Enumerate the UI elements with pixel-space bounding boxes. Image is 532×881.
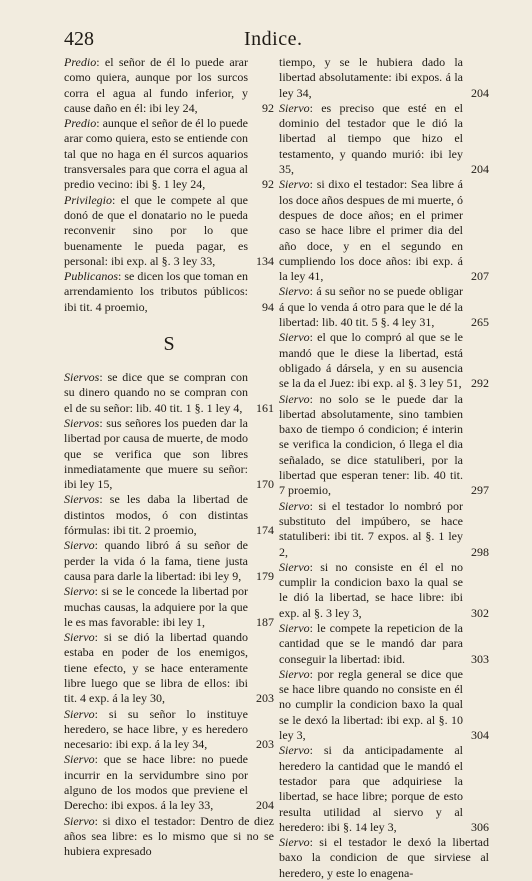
index-entry — [279, 743, 489, 835]
entry-term: Siervos — [64, 415, 100, 430]
entry-page-number: 134 — [256, 253, 274, 268]
entry-text: : si su señor lo instituye heredero, se hace libre, y es heredero necesario: ibi exp. á la ley 34, — [64, 706, 248, 752]
entry-term: Siervo — [279, 177, 310, 192]
entry-text: : si dixo el testador: Sea libre á los doce años despues de mi muerte, ó despues de doce años; en el primer caso se hace libre el primer dia del año doce, y en el segundo en cumpliendo los doce años: ibi exp. á la ley 41, — [279, 177, 463, 284]
entry-page-number: 265 — [471, 315, 489, 330]
index-entry — [64, 55, 274, 116]
index-entry — [279, 330, 489, 391]
entry-term: Siervo — [279, 330, 310, 345]
entry-text: : si se dió la libertad quando estaba en poder de los enemigos, tiene efecto, y se hace enteramente libre luego que se libra de ellos: ibi tit. 4 exp. á la ley 30, — [64, 630, 248, 706]
index-entry — [64, 193, 274, 269]
entry-page-number: 207 — [471, 269, 489, 284]
index-entries-s-continued — [279, 55, 489, 881]
entry-text: : si no consiste en él el no cumplir la condicion baxo la qual se le dió la libertad, se hace libre: ibi exp. al §. 3 ley 3, — [279, 559, 463, 620]
entry-term: Siervo — [279, 666, 310, 681]
index-entry — [64, 416, 274, 492]
entry-text: : quando libró á su señor de perder la vida ó la fama, tiene justa causa para darle la libertad: ibi ley 9, — [64, 538, 248, 583]
entry-text: : por regla general se dice que se hace libre quando no consiste en él no cumplir la condicion baxo la qual se le dexó la libertad: ibi exp. al §. 10 ley 3, — [279, 666, 463, 743]
index-entry — [64, 116, 274, 192]
entry-page-number: 92 — [262, 177, 274, 192]
entry-term: Siervo — [64, 630, 95, 645]
index-entries-p — [64, 55, 274, 315]
entry-term: Siervo — [279, 559, 310, 574]
entry-page-number: 306 — [471, 819, 489, 834]
entry-page-number: 161 — [256, 400, 274, 415]
entry-page-number: 204 — [256, 798, 274, 813]
entry-text: : si se le concede la libertad por muchas causas, la adquiere por la que le es mas favorable: ibi ley 1, — [64, 584, 248, 629]
entry-term: Siervo — [279, 743, 310, 758]
entry-page-number: 203 — [256, 691, 274, 706]
index-entry — [279, 55, 489, 101]
entry-term: Siervo — [279, 835, 310, 850]
index-entry — [279, 667, 489, 743]
entry-term: Siervo — [279, 498, 310, 513]
entry-page-number: 302 — [471, 605, 489, 620]
entry-page-number: 204 — [471, 85, 489, 100]
entry-page-number: 170 — [256, 477, 274, 492]
entry-text: : no solo se le puede dar la libertad absolutamente, sino tambien baxo de tiempo ó condicion; é interin se verifica la condicion, ó llega el dia señalado, se dice statuliberi, por la libertad que esperan tener: lib. 40 tit. 7 proemio, — [279, 391, 463, 498]
entry-text: : si dixo el testador: Dentro de diez años sea libre: es lo mismo que si no se hubiera expresado — [64, 813, 274, 859]
index-entry — [64, 538, 274, 584]
entry-page-number: 298 — [471, 544, 489, 559]
entry-term: Siervo — [64, 752, 95, 767]
left-column — [64, 55, 274, 860]
entry-term: Siervo — [279, 100, 310, 115]
entry-term: Siervo — [64, 538, 95, 553]
entry-term: Predio — [64, 116, 97, 131]
entry-text: tiempo, y se le hubiera dado la libertad absolutamente: ibi expos. á la ley 34, — [279, 55, 463, 100]
entry-page-number: 304 — [471, 728, 489, 743]
entry-text: : que se hace libre: no puede incurrir en la servidumbre sino por alguno de los modos que previene el Derecho: ibi expos. á la ley 33, — [64, 752, 248, 813]
index-entry — [64, 269, 274, 315]
entry-text: : el señor de él lo puede arar como quiera, aunque por los surcos corra el agua al fundo inferior, y cause daño en él: ibi ley 24, — [64, 55, 248, 115]
entry-text: : se dice que se compran con su dinero quando no se compran con el de su señor: lib. 40 tit. 1 §. 1 ley 4, — [64, 370, 248, 415]
page-title: Indice. — [244, 28, 303, 50]
entry-term: Siervo — [279, 391, 310, 406]
index-entry — [279, 835, 489, 881]
entry-text: : sus señores los pueden dar la libertad por causa de muerte, de modo que se verifica que son libres inmediatamente que muere su señor: ibi ley 15, — [64, 415, 248, 492]
entry-term: Siervo — [279, 620, 310, 635]
entry-text: : el que le compete al que donó de que el donatario no le pueda reconvenir sino por lo que buenamente le pueda pagar, es personal: ibi exp. al §. 3 ley 33, — [64, 192, 248, 268]
entry-text: : á su señor no se puede obligar á que lo venda á otro para que le dé la libertad: lib. 40 tit. 5 §. 4 ley 31, — [279, 284, 463, 330]
entry-text: : el que lo compró al que se le mandó que le diese la libertad, está obligado á dársela, y en su ausencia se la da el Juez: ibi exp. al §. 3 ley 51, — [279, 330, 463, 391]
entry-page-number: 297 — [471, 483, 489, 498]
index-entry — [64, 492, 274, 538]
entry-term: Siervo — [64, 584, 95, 599]
entry-page-number: 203 — [256, 737, 274, 752]
section-letter: S — [163, 333, 175, 356]
entry-text: : es preciso que esté en el dominio del testador que le dió la libertad al tiempo que hizo el testamento, y quando murió: ibi ley 35, — [279, 100, 463, 177]
entry-term: Siervo — [64, 813, 95, 828]
entry-page-number: 174 — [256, 523, 274, 538]
entry-term: Siervo — [64, 706, 95, 721]
index-entry — [279, 621, 489, 667]
entry-page-number: 303 — [471, 651, 489, 666]
index-entries-s — [64, 370, 274, 860]
index-entry — [64, 630, 274, 706]
index-entry — [279, 499, 489, 560]
index-entry — [279, 560, 489, 621]
index-entry — [64, 814, 274, 860]
entry-page-number: 179 — [256, 568, 274, 583]
entry-term: Publicanos — [64, 269, 118, 284]
entry-term: Siervos — [64, 492, 100, 507]
index-entry — [64, 752, 274, 813]
entry-text: : le compete la repeticion de la cantidad que se le mandó dar para conseguir la libertad: ibid. — [279, 620, 463, 666]
entry-term: Siervos — [64, 370, 100, 385]
page-number: 428 — [64, 28, 94, 50]
entry-text: : se dicen los que toman en arrendamiento los tributos públicos: ibi tit. 4 proemio, — [64, 269, 248, 314]
entry-term: Predio — [64, 55, 97, 69]
entry-page-number: 292 — [471, 376, 489, 391]
entry-term: Siervo — [279, 284, 310, 299]
index-entry — [279, 392, 489, 499]
entry-term: Privilegio — [64, 192, 112, 207]
entry-page-number: 94 — [262, 299, 274, 314]
index-entry — [279, 101, 489, 177]
index-entry — [279, 284, 489, 330]
index-entry — [279, 177, 489, 284]
index-entry — [64, 370, 274, 416]
right-column — [279, 55, 489, 881]
entry-text: : si el testador lo nombró por substituto del impúbero, se hace statuliberi: ibi tit. 7 expos. al §. 1 ley 2, — [279, 498, 463, 559]
index-entry — [64, 707, 274, 753]
entry-text: : si da anticipadamente al heredero la cantidad que le mandó el testador para que adquiriese la libertad, se hace libre; porque de esto resulta utilidad al siervo y al heredero: ibi §. 14 ley 3, — [279, 743, 463, 834]
entry-page-number: 204 — [471, 162, 489, 177]
entry-text: : aunque el señor de él lo puede arar como quiera, esto se entiende con tal que no haga en él surcos aquarios transversales para que corra el agua al predio vecino: ibi §. 1 ley 24, — [64, 116, 248, 192]
entry-text: : se les daba la libertad de distintos modos, ó con distintas fórmulas: ibi tit. 2 proemio, — [64, 492, 248, 538]
entry-page-number: 187 — [256, 614, 274, 629]
entry-page-number: 92 — [262, 100, 274, 115]
entry-text: : si el testador le dexó la libertad baxo la condicion de que sirviese al heredero, y este lo enagena- — [279, 835, 489, 880]
page-header — [64, 28, 494, 52]
index-entry — [64, 584, 274, 630]
